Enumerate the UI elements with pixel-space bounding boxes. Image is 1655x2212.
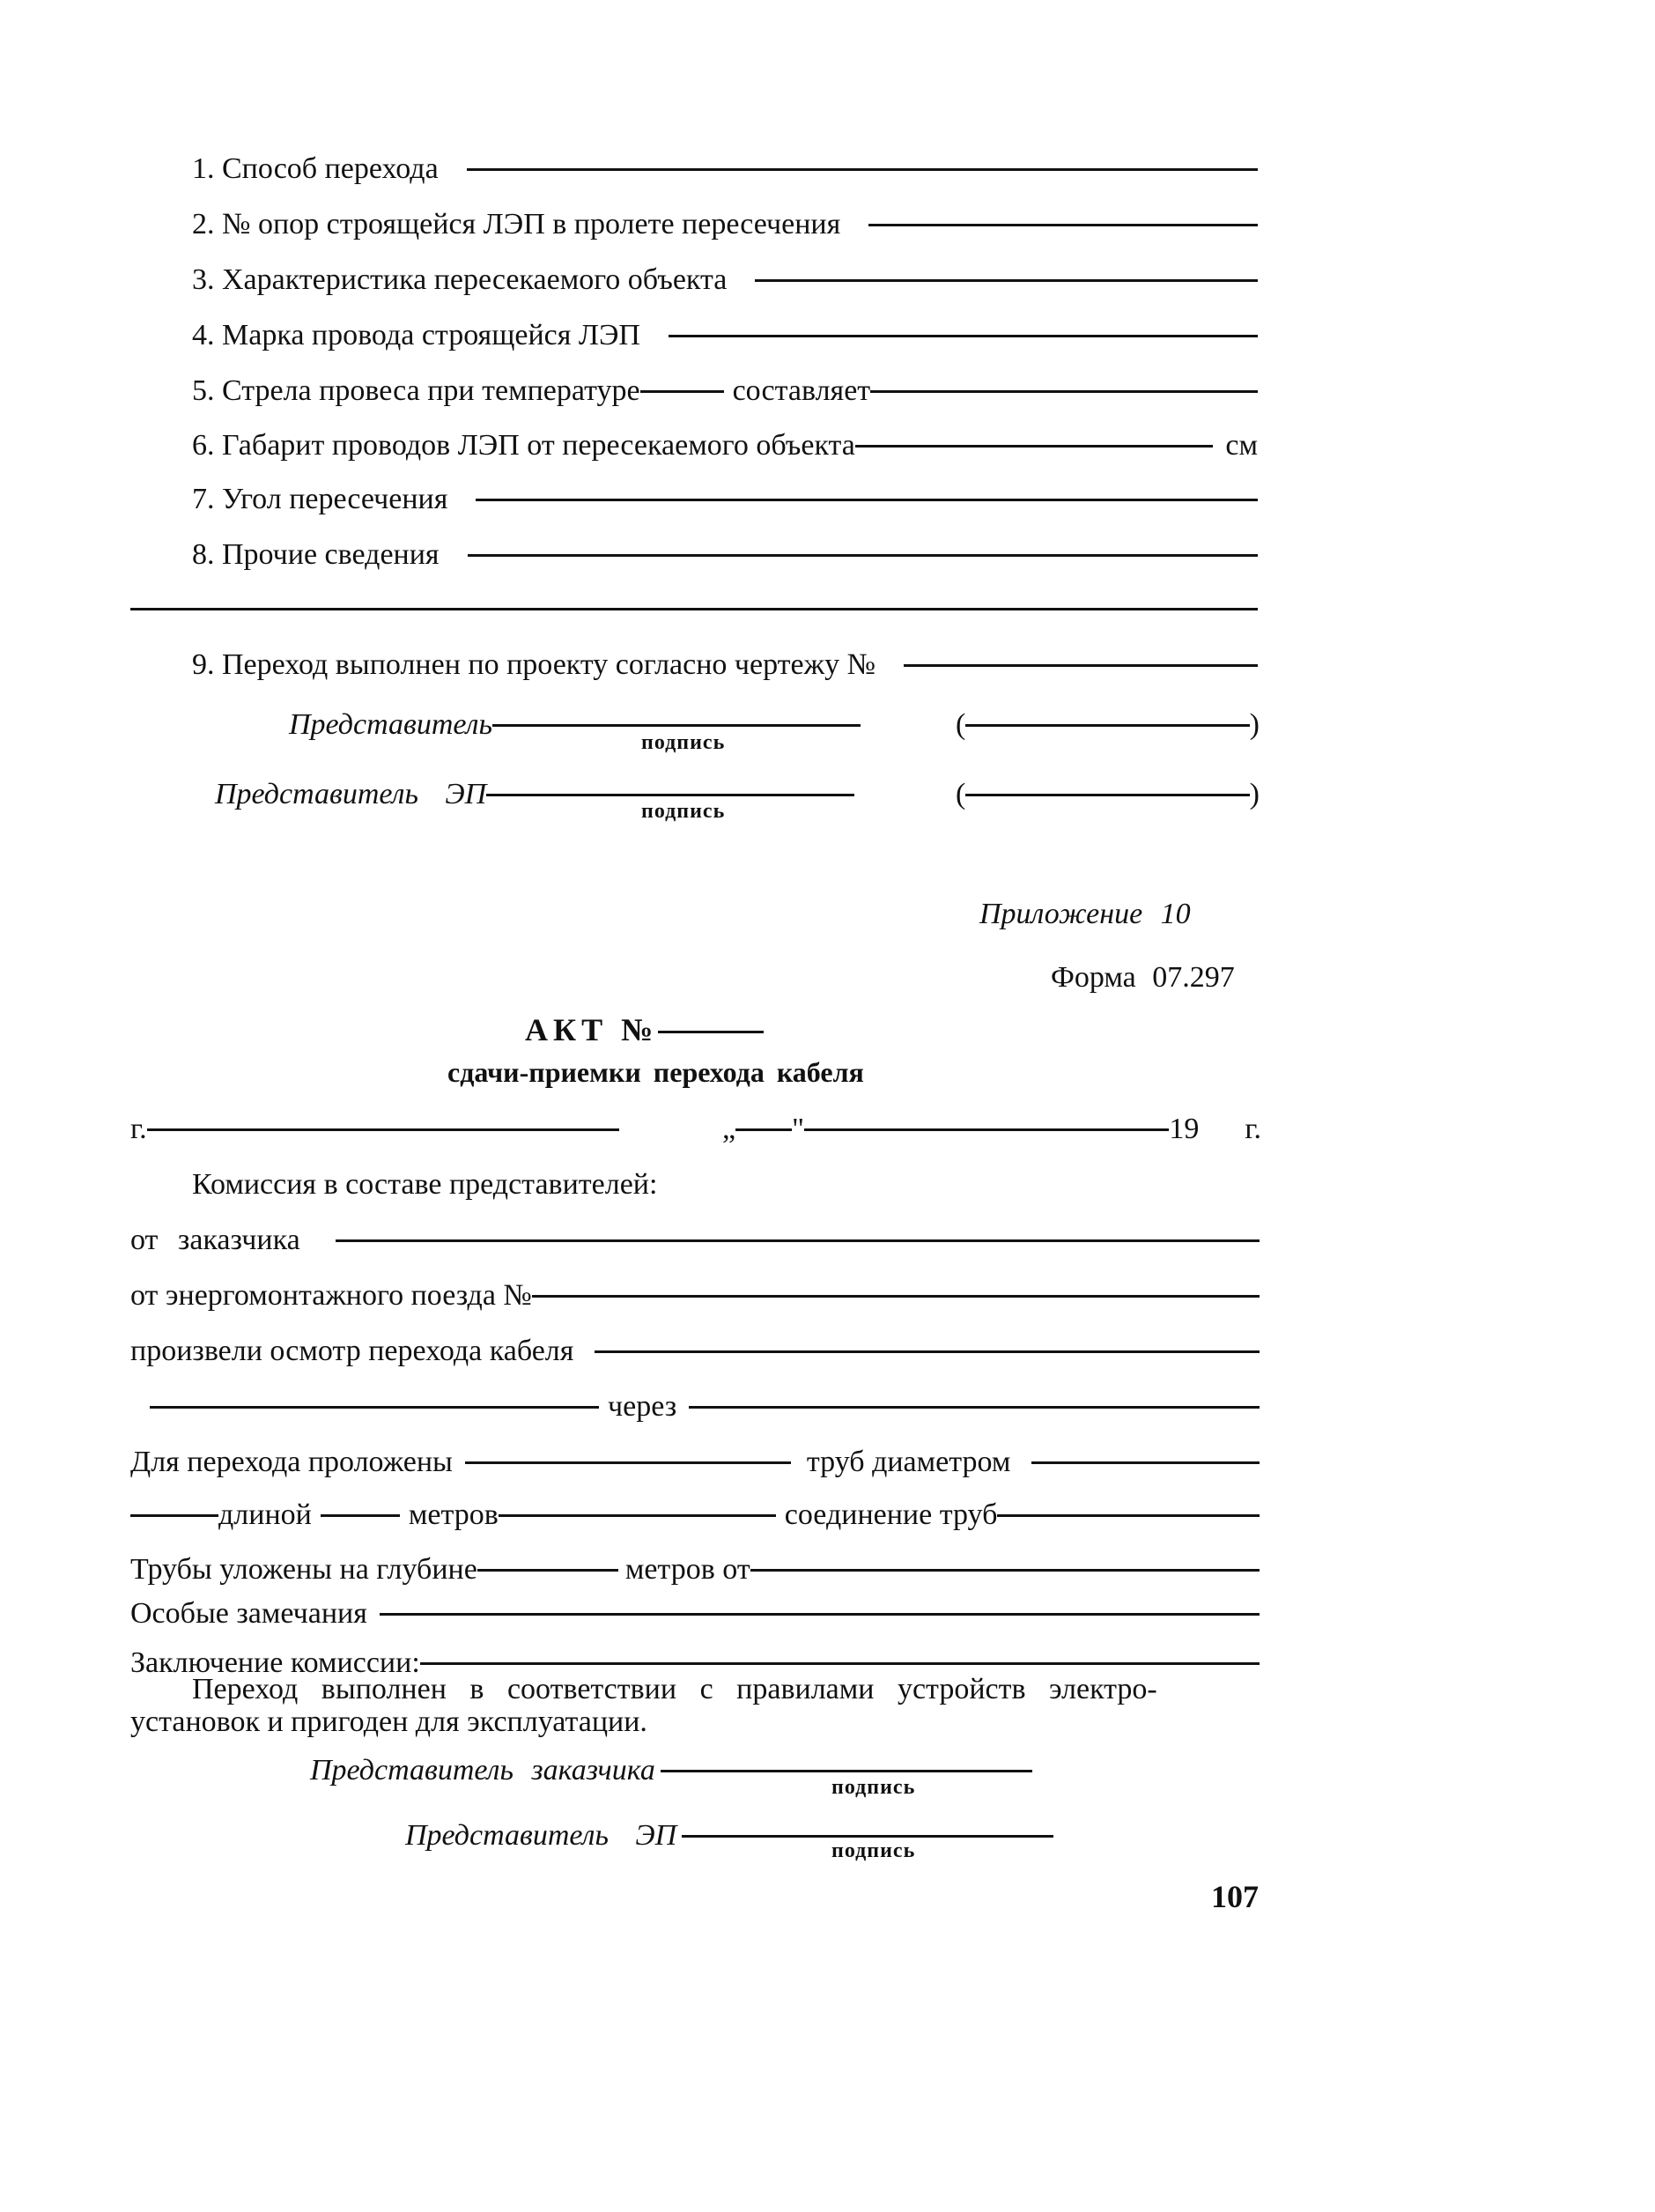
inspected bbox=[130, 1334, 1260, 1369]
item-unit: см bbox=[1225, 429, 1258, 462]
fill-line bbox=[755, 279, 1258, 282]
paren-open: ( bbox=[956, 708, 966, 741]
remarks-row bbox=[130, 1596, 1260, 1631]
city-line bbox=[147, 1128, 619, 1131]
field-label: метров bbox=[408, 1498, 499, 1531]
fill-line bbox=[855, 445, 1214, 448]
item-label: 1. Способ перехода bbox=[192, 152, 439, 185]
item-label: 5. Стрела провеса при температуре bbox=[192, 374, 640, 407]
city-field bbox=[130, 1112, 619, 1147]
diameter-line bbox=[1031, 1461, 1260, 1464]
name-field-1 bbox=[956, 707, 1260, 743]
section-divider bbox=[130, 608, 1258, 610]
item-3 bbox=[192, 263, 1258, 298]
item-label: 4. Марка провода строящейся ЛЭП bbox=[192, 319, 640, 351]
through-row bbox=[150, 1389, 1260, 1424]
length-line bbox=[321, 1514, 400, 1517]
paren-open: ( bbox=[956, 778, 966, 810]
appendix-label: Приложение 10 bbox=[979, 898, 1191, 930]
item-mid: составляет bbox=[732, 374, 871, 407]
year-prefix: 19 bbox=[1169, 1113, 1200, 1145]
pipes-row bbox=[130, 1445, 1260, 1480]
signature-line bbox=[492, 724, 861, 727]
rep-label: Представитель bbox=[289, 708, 492, 741]
name-line bbox=[965, 724, 1249, 727]
day-line bbox=[735, 1128, 792, 1131]
fill-line bbox=[669, 335, 1258, 337]
from-train bbox=[130, 1278, 1260, 1313]
name-field-2 bbox=[956, 777, 1260, 812]
fill-line bbox=[467, 168, 1258, 171]
item-2 bbox=[192, 207, 1258, 242]
fill-line bbox=[595, 1350, 1260, 1353]
field-label: метров от bbox=[624, 1553, 750, 1586]
fill-line bbox=[750, 1569, 1260, 1572]
item-label: 6. Габарит проводов ЛЭП от пересекаемого объекта bbox=[192, 429, 855, 462]
field-label: от заказчика bbox=[130, 1224, 300, 1256]
signature-caption: подпись bbox=[641, 800, 726, 823]
field-label: Трубы уложены на глубине bbox=[130, 1553, 477, 1586]
item-9 bbox=[192, 647, 1258, 683]
signature-line bbox=[486, 794, 854, 796]
item-5 bbox=[192, 374, 1258, 409]
rep-label: Представитель ЭП bbox=[215, 778, 487, 810]
representative-1 bbox=[289, 707, 861, 743]
field-label: через bbox=[608, 1390, 677, 1423]
city-label: г. bbox=[130, 1113, 147, 1145]
year-suffix: г. bbox=[1245, 1113, 1261, 1145]
fill-line bbox=[870, 390, 1258, 393]
length-row bbox=[130, 1498, 1260, 1533]
rep-ep bbox=[405, 1818, 1053, 1853]
rep-customer bbox=[310, 1753, 1032, 1788]
item-label: 2. № опор строящейся ЛЭП в пролете пересечения bbox=[192, 208, 841, 240]
joint-line bbox=[997, 1514, 1260, 1517]
depth-line bbox=[477, 1569, 618, 1572]
fill-line bbox=[130, 1514, 218, 1517]
fill-line bbox=[336, 1239, 1260, 1242]
act-subtitle: сдачи-приемки перехода кабеля bbox=[447, 1056, 864, 1088]
field-label: длиной bbox=[218, 1498, 312, 1531]
field-label: Заключение комиссии: bbox=[130, 1646, 420, 1679]
item-4 bbox=[192, 318, 1258, 353]
representative-2 bbox=[215, 777, 854, 812]
fill-line bbox=[532, 1295, 1260, 1298]
fill-line bbox=[904, 664, 1258, 667]
item-7 bbox=[192, 482, 1258, 517]
field-label: произвели осмотр перехода кабеля bbox=[130, 1335, 574, 1367]
rep-label: Представитель заказчика bbox=[310, 1754, 655, 1787]
fill-line bbox=[868, 224, 1258, 226]
fill-line bbox=[420, 1662, 1260, 1665]
field-label: труб диаметром bbox=[806, 1446, 1011, 1478]
item-label: 3. Характеристика пересекаемого объекта bbox=[192, 263, 728, 296]
signature-caption: подпись bbox=[831, 1839, 916, 1862]
field-label: от энергомонтажного поезда № bbox=[130, 1279, 532, 1312]
fill-line bbox=[468, 554, 1258, 557]
page-number: 107 bbox=[1211, 1879, 1259, 1914]
signature-line bbox=[661, 1770, 1032, 1772]
act-number-line bbox=[658, 1031, 764, 1033]
date-field bbox=[722, 1112, 1261, 1147]
item-8 bbox=[192, 537, 1258, 573]
signature-line bbox=[682, 1835, 1053, 1838]
rep-label: Представитель ЭП bbox=[405, 1819, 677, 1852]
conclusion-text-2: установок и пригоден для эксплуатации. bbox=[130, 1705, 647, 1738]
name-line bbox=[965, 794, 1249, 796]
commission-line: Комиссия в составе представителей: bbox=[192, 1168, 658, 1201]
depth-row bbox=[130, 1552, 1260, 1587]
field-label: Для перехода проложены bbox=[130, 1446, 453, 1478]
pipes-count-line bbox=[465, 1461, 791, 1464]
from-customer bbox=[130, 1223, 1260, 1258]
fill-line bbox=[640, 390, 724, 393]
quote-close: " bbox=[792, 1113, 804, 1145]
month-line bbox=[804, 1128, 1169, 1131]
act-title bbox=[525, 1012, 764, 1047]
paren-close: ) bbox=[1249, 708, 1260, 741]
item-label: 8. Прочие сведения bbox=[192, 538, 440, 571]
fill-line bbox=[380, 1613, 1260, 1616]
field-label: Особые замечания bbox=[130, 1597, 367, 1630]
conclusion-text-1 bbox=[192, 1672, 1260, 1707]
fill-line bbox=[499, 1514, 776, 1517]
signature-caption: подпись bbox=[641, 731, 726, 754]
signature-caption: подпись bbox=[831, 1776, 916, 1799]
item-label: 7. Угол пересечения bbox=[192, 483, 448, 515]
field-label: соединение труб bbox=[784, 1498, 998, 1531]
item-6 bbox=[192, 428, 1258, 463]
form-number: Форма 07.297 bbox=[1051, 961, 1235, 994]
item-1 bbox=[192, 152, 1258, 187]
item-label: 9. Переход выполнен по проекту согласно чертежу № bbox=[192, 648, 876, 681]
fill-line bbox=[689, 1406, 1260, 1409]
fill-line bbox=[150, 1406, 599, 1409]
conclusion-sentence: Переход выполнен в соответствии с правилами устройств электро- bbox=[192, 1673, 1157, 1705]
quote-open: „ bbox=[722, 1113, 736, 1145]
fill-line bbox=[476, 499, 1258, 501]
act-title-text: АКТ № bbox=[525, 1012, 659, 1047]
paren-close: ) bbox=[1249, 778, 1260, 810]
